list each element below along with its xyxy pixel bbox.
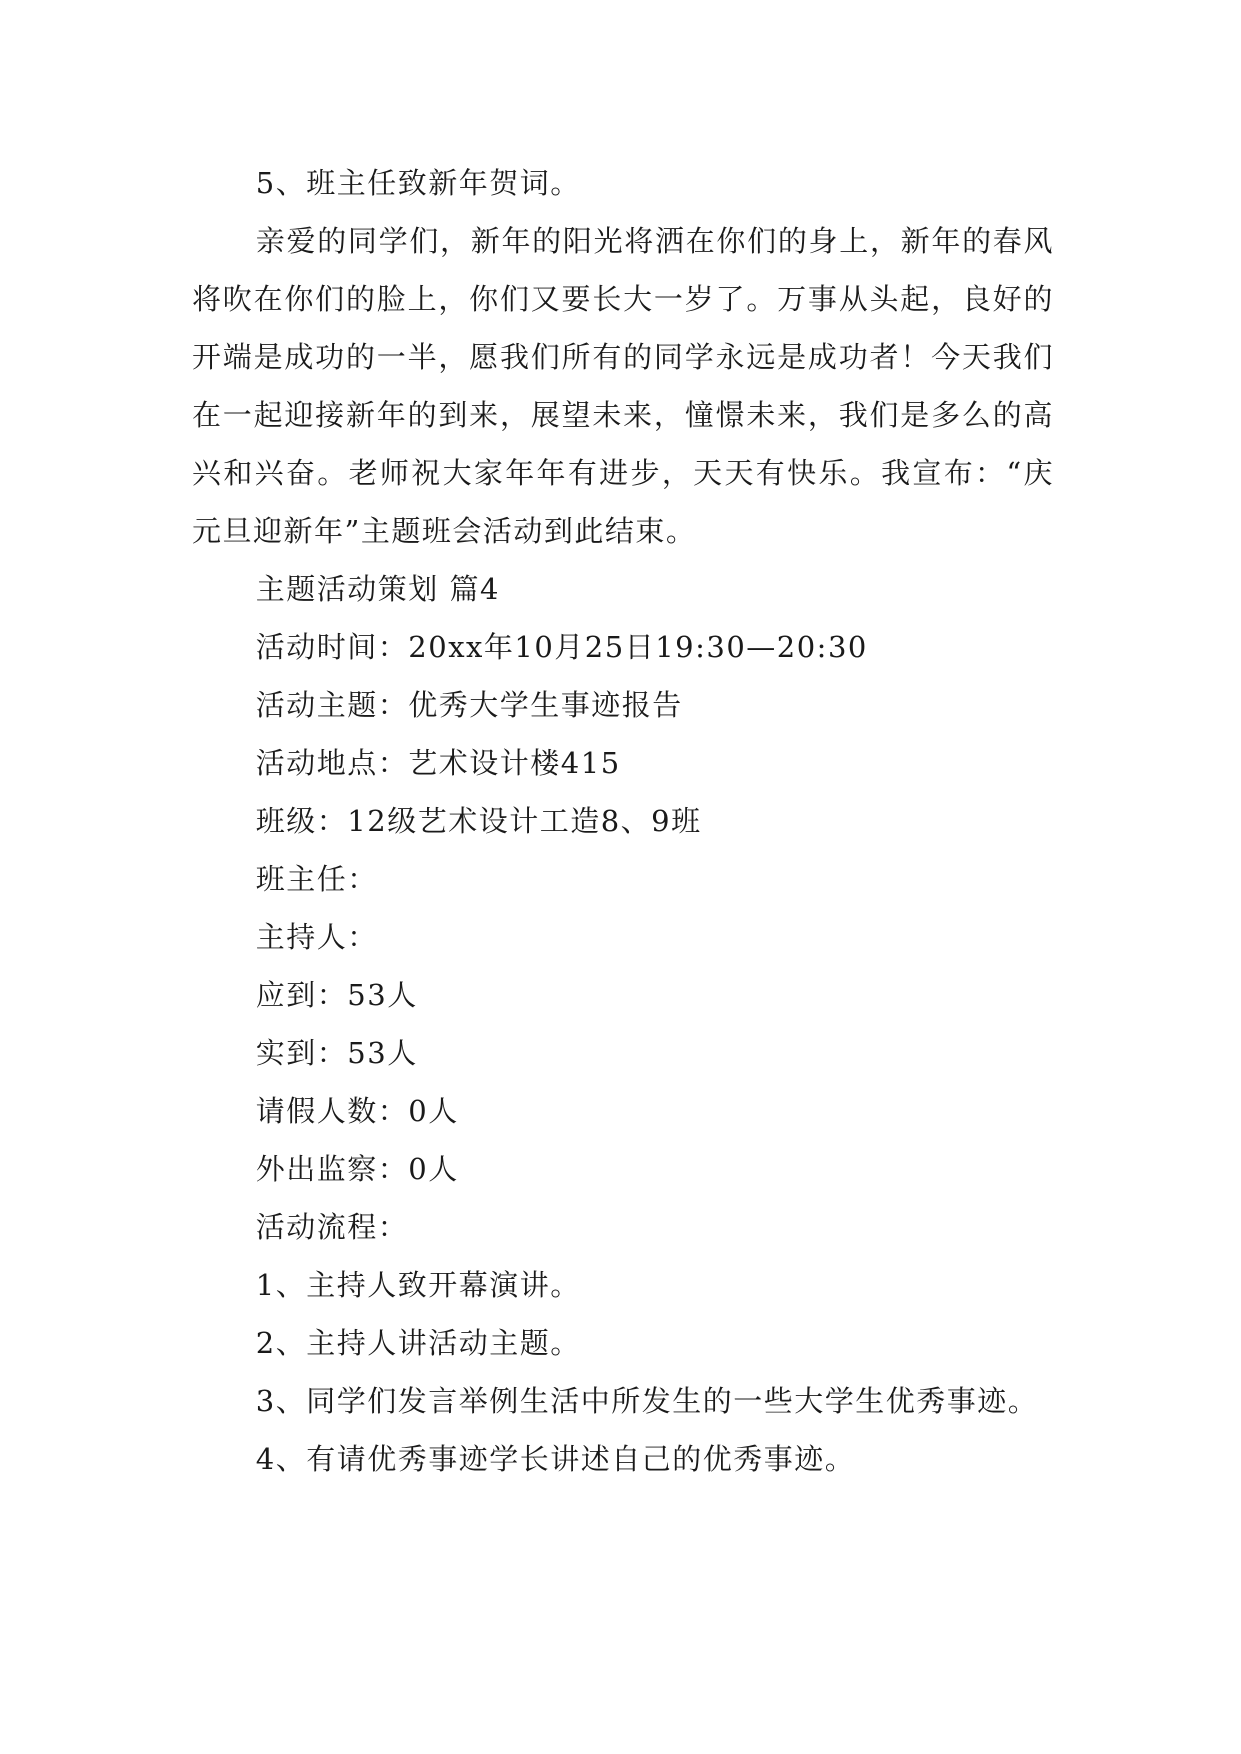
out-inspection: 外出监察：0人 bbox=[255, 1152, 459, 1186]
head-teacher: 班主任： bbox=[255, 862, 378, 896]
class-info: 班级：12级艺术设计工造8、9班 bbox=[255, 804, 702, 838]
document-body bbox=[192, 154, 1054, 1488]
section-title: 主题活动策划 篇4 bbox=[255, 572, 500, 606]
paragraph-new-year-speech: 亲爱的同学们，新年的阳光将洒在你们的身上，新年的春风将吹在你们的脸上，你们又要长大一岁了。万事从头起，良好的开端是成功的一半，愿我们所有的同学永远是成功者！今天我们在一起迎接新年的到来，展望未来，憧憬未来，我们是多么的高兴和兴奋。老师祝大家年年有进步，天天有快乐。我宣布：“庆元旦迎新年”主题班会活动到此结束。 bbox=[192, 224, 1054, 548]
activity-theme: 活动主题：优秀大学生事迹报告 bbox=[255, 688, 683, 722]
activity-location: 活动地点：艺术设计楼415 bbox=[255, 746, 621, 780]
process-step-3: 3、同学们发言举例生活中所发生的一些大学生优秀事迹。 bbox=[255, 1384, 1039, 1418]
host: 主持人： bbox=[255, 920, 378, 954]
leave-count: 请假人数：0人 bbox=[255, 1094, 459, 1128]
process-step-1: 1、主持人致开幕演讲。 bbox=[255, 1268, 581, 1302]
activity-time: 活动时间：20xx年10月25日19:30—20:30 bbox=[255, 630, 868, 664]
process-step-4: 4、有请优秀事迹学长讲述自己的优秀事迹。 bbox=[255, 1442, 856, 1476]
expected-attendance: 应到：53人 bbox=[255, 978, 418, 1012]
actual-attendance: 实到：53人 bbox=[255, 1036, 418, 1070]
process-step-2: 2、主持人讲活动主题。 bbox=[255, 1326, 581, 1360]
activity-process-heading: 活动流程： bbox=[255, 1210, 409, 1244]
paragraph-new-year-speech-heading: 5、班主任致新年贺词。 bbox=[255, 166, 581, 200]
